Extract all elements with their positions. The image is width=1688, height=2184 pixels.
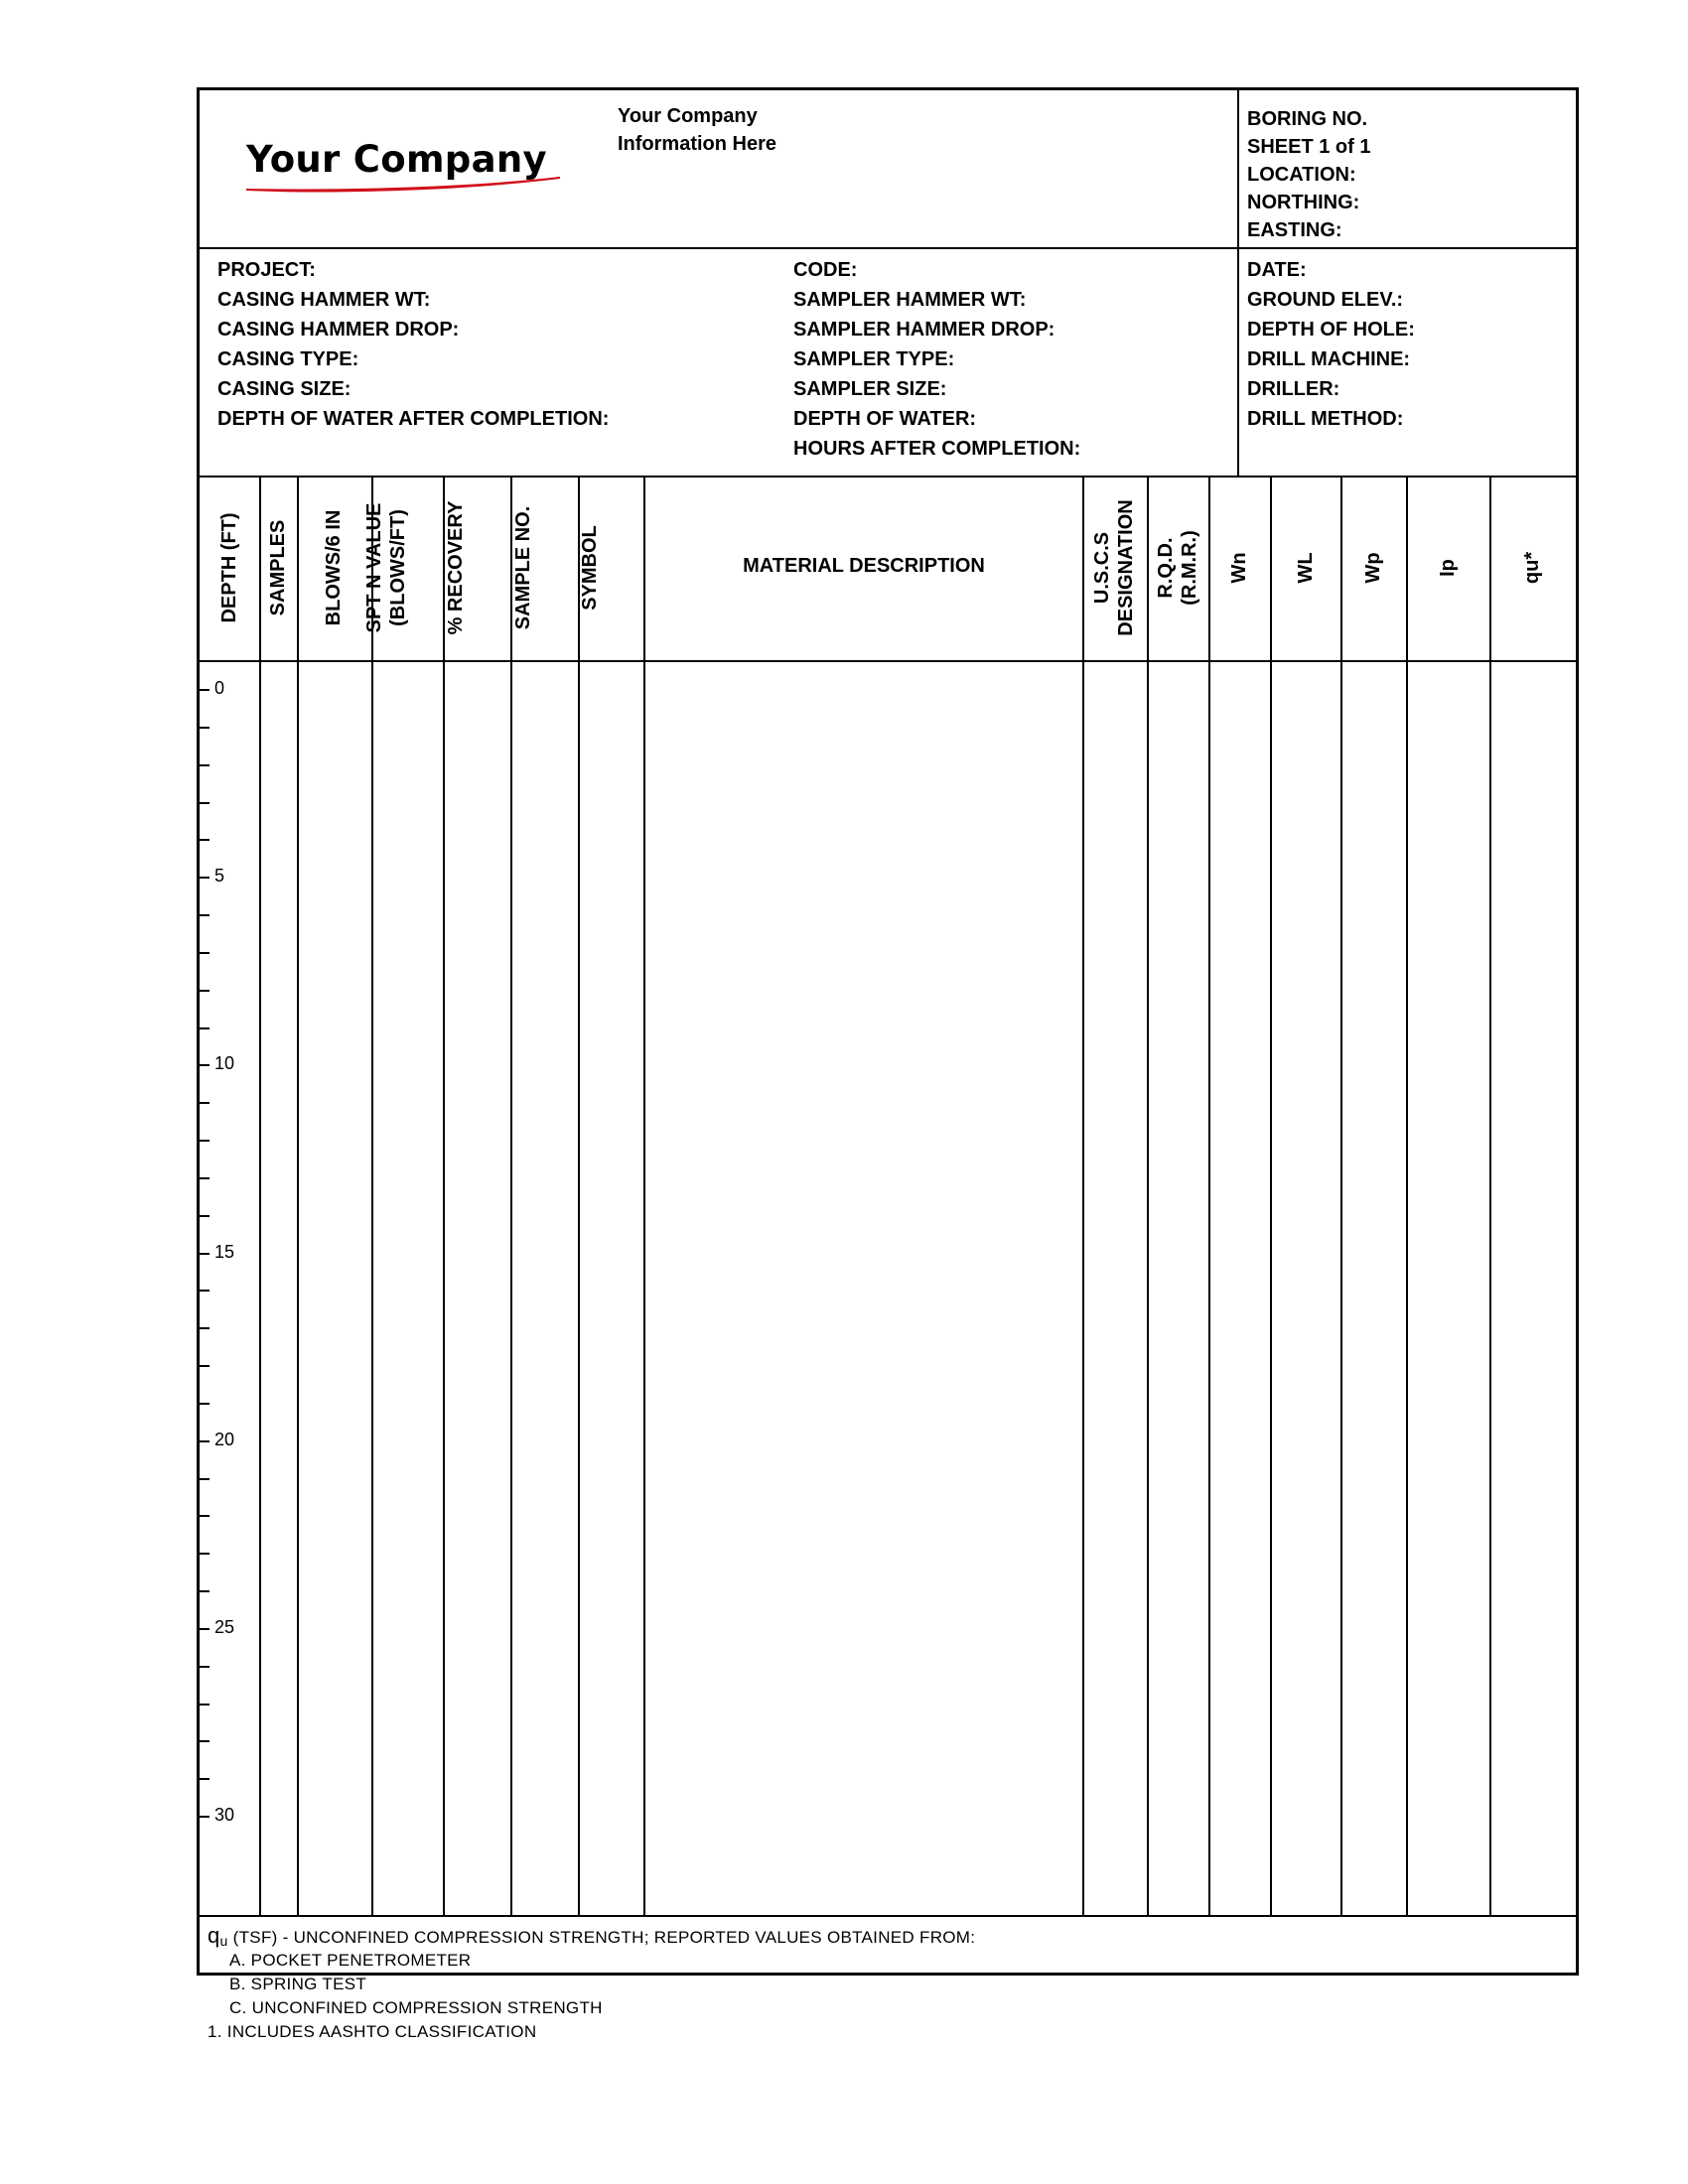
easting-label: EASTING:: [1247, 219, 1342, 241]
note-qu-symbol: q: [208, 1923, 220, 1948]
depth-tick: [200, 952, 210, 954]
project-info-right: [1247, 259, 1415, 438]
depth-tick: [200, 1177, 210, 1179]
project-info-middle: [793, 259, 1080, 468]
code-field: CODE:: [793, 259, 858, 281]
sampler-type-field: SAMPLER TYPE:: [793, 348, 955, 370]
sampler-hammer-drop-field: SAMPLER HAMMER DROP:: [793, 319, 1055, 341]
depth-tick: [200, 1515, 210, 1517]
depth-tick: [200, 914, 210, 916]
project-info-left: [217, 259, 609, 438]
note-qu-subscript: u: [219, 1933, 228, 1949]
depth-tick: [200, 1778, 210, 1780]
col-header-material: MATERIAL DESCRIPTION: [743, 555, 985, 577]
logo-swoosh-icon: [244, 174, 562, 196]
depth-of-water-field: DEPTH OF WATER:: [793, 408, 977, 430]
depth-tick: [200, 1553, 210, 1555]
casing-hammer-wt-field: CASING HAMMER WT:: [217, 289, 431, 311]
col-header-samples: SAMPLES: [267, 519, 289, 616]
note-qu-text: (TSF) - UNCONFINED COMPRESSION STRENGTH; REPORTED VALUES OBTAINED FROM:: [227, 1928, 976, 1947]
location-label: LOCATION:: [1247, 164, 1356, 186]
sampler-hammer-wt-field: SAMPLER HAMMER WT:: [793, 289, 1027, 311]
boring-log-sheet: [197, 87, 1579, 2041]
depth-tick: [200, 1253, 210, 1255]
depth-tick: [200, 1027, 210, 1029]
column-divider: [297, 476, 299, 1917]
depth-tick: [200, 802, 210, 804]
col-header-recovery: % RECOVERY: [445, 500, 467, 635]
header-bottom-rule: [200, 247, 1576, 249]
depth-tick: [200, 1327, 210, 1329]
note-unconfined-compression: C. UNCONFINED COMPRESSION STRENGTH: [229, 1998, 603, 2017]
column-divider: [371, 476, 373, 1917]
col-header-spt-line2: (BLOWS/FT): [387, 509, 409, 626]
column-divider: [1208, 476, 1210, 1917]
depth-label: 30: [214, 1805, 235, 1825]
col-header-uscs: [1090, 476, 1138, 660]
col-header-uscs-line2: DESIGNATION: [1115, 499, 1137, 636]
column-divider: [1082, 476, 1084, 1917]
column-header-bottom-rule: [200, 660, 1576, 662]
company-logo-text: Your Company: [246, 138, 547, 181]
column-divider: [1270, 476, 1272, 1917]
depth-tick: [200, 1590, 210, 1592]
depth-tick: [200, 1740, 210, 1742]
note-spring-test: B. SPRING TEST: [229, 1975, 367, 1993]
northing-label: NORTHING:: [1247, 192, 1360, 213]
depth-tick: [200, 877, 210, 879]
depth-tick: [200, 990, 210, 992]
column-divider: [1147, 476, 1149, 1917]
col-header-wp: Wp: [1362, 552, 1384, 584]
depth-tick: [200, 1440, 210, 1442]
depth-tick: [200, 1704, 210, 1706]
company-info-line1: Your Company: [618, 105, 758, 127]
depth-water-after-completion-field: DEPTH OF WATER AFTER COMPLETION:: [217, 408, 610, 430]
depth-tick: [200, 764, 210, 766]
boring-no-label: BORING NO.: [1247, 108, 1368, 130]
col-header-uscs-line1: U.S.C.S: [1091, 531, 1113, 605]
depth-label: 0: [214, 678, 225, 698]
column-divider: [1406, 476, 1408, 1917]
date-field: DATE:: [1247, 259, 1307, 281]
column-divider: [1489, 476, 1491, 1917]
drill-method-field: DRILL METHOD:: [1247, 408, 1404, 430]
col-header-ip: Ip: [1437, 559, 1459, 577]
depth-tick: [200, 1365, 210, 1367]
depth-tick: [200, 1628, 210, 1630]
column-divider: [510, 476, 512, 1917]
col-header-rqd: [1154, 476, 1201, 660]
depth-tick: [200, 1215, 210, 1217]
col-header-rqd-line1: R.Q.D.: [1155, 537, 1177, 599]
col-header-qu: qu*: [1521, 551, 1543, 585]
column-divider: [643, 476, 645, 1917]
depth-label: 5: [214, 866, 225, 886]
depth-tick: [200, 1478, 210, 1480]
column-divider: [443, 476, 445, 1917]
depth-tick: [200, 1102, 210, 1104]
column-divider: [1340, 476, 1342, 1917]
note-aashto: 1. INCLUDES AASHTO CLASSIFICATION: [208, 2022, 537, 2041]
depth-tick: [200, 689, 210, 691]
col-header-wn: Wn: [1228, 552, 1250, 584]
col-header-wl: WL: [1295, 552, 1317, 584]
casing-hammer-drop-field: CASING HAMMER DROP:: [217, 319, 460, 341]
col-header-symbol: SYMBOL: [579, 525, 601, 611]
header-right-divider: [1237, 90, 1239, 476]
sheet-label: SHEET 1 of 1: [1247, 136, 1371, 158]
driller-field: DRILLER:: [1247, 378, 1340, 400]
depth-tick: [200, 1290, 210, 1292]
drill-machine-field: DRILL MACHINE:: [1247, 348, 1411, 370]
casing-type-field: CASING TYPE:: [217, 348, 359, 370]
depth-tick: [200, 1403, 210, 1405]
note-qu-definition: [208, 1923, 975, 1949]
depth-tick: [200, 1816, 210, 1818]
casing-size-field: CASING SIZE:: [217, 378, 352, 400]
depth-scale: [200, 90, 259, 1917]
depth-tick: [200, 1666, 210, 1668]
table-bottom-rule: [200, 1915, 1576, 1917]
column-divider: [578, 476, 580, 1917]
col-header-sample-no: SAMPLE NO.: [512, 505, 534, 630]
col-header-blows: BLOWS/6 IN: [323, 509, 345, 626]
company-info-line2: Information Here: [618, 133, 777, 155]
depth-label: 20: [214, 1430, 235, 1449]
col-header-rqd-line2: (R.M.R.): [1179, 530, 1200, 606]
depth-label: 15: [214, 1242, 235, 1262]
depth-tick: [200, 727, 210, 729]
depth-tick: [200, 1064, 210, 1066]
depth-label: 10: [214, 1053, 235, 1073]
ground-elev-field: GROUND ELEV.:: [1247, 289, 1404, 311]
column-divider: [259, 476, 261, 1917]
depth-of-hole-field: DEPTH OF HOLE:: [1247, 319, 1415, 341]
col-header-spt: [362, 476, 410, 660]
project-field: PROJECT:: [217, 259, 316, 281]
depth-tick: [200, 839, 210, 841]
note-pocket-penetrometer: A. POCKET PENETROMETER: [229, 1951, 472, 1970]
sampler-size-field: SAMPLER SIZE:: [793, 378, 947, 400]
depth-label: 25: [214, 1617, 235, 1637]
col-header-spt-line1: SPT N VALUE: [363, 502, 385, 633]
col-header-depth: DEPTH (FT): [218, 512, 240, 623]
depth-tick: [200, 1140, 210, 1142]
hours-after-completion-field: HOURS AFTER COMPLETION:: [793, 438, 1081, 460]
